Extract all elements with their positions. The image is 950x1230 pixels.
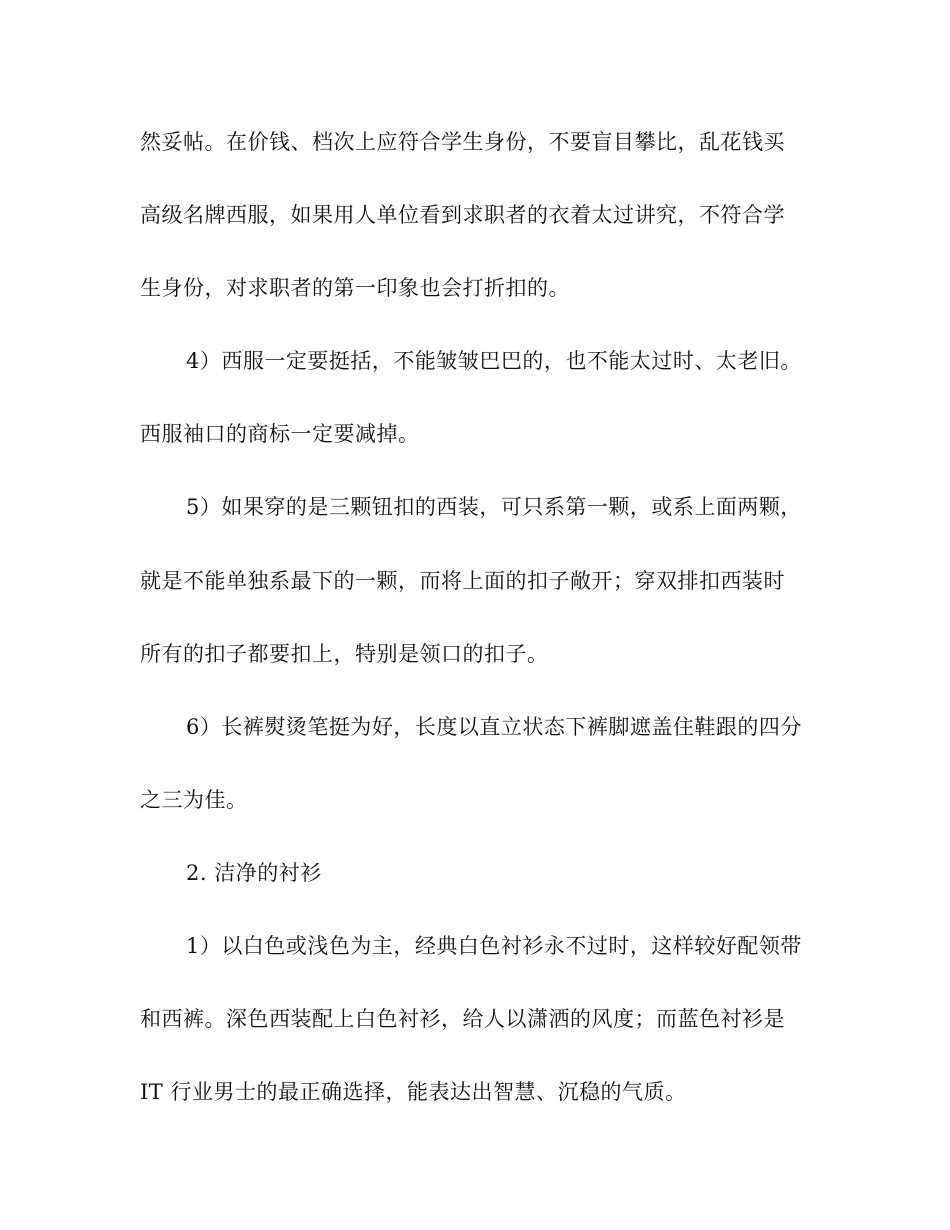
paragraph-line: 所有的扣子都要扣上，特别是领口的扣子。: [140, 641, 549, 666]
paragraph-line: 就是不能单独系最下的一颗，而将上面的扣子敞开；穿双排扣西装时: [140, 568, 785, 593]
paragraph-line: 1）以白色或浅色为主，经典白色衬衫永不过时，这样较好配领带: [186, 934, 802, 959]
paragraph-line: 生身份，对求职者的第一印象也会打折扣的。: [140, 276, 570, 301]
paragraph-line: 4）西服一定要挺括，不能皱皱巴巴的，也不能太过时、太老旧。: [186, 349, 802, 374]
paragraph-line: 之三为佳。: [140, 787, 248, 812]
paragraph-line: 和西裤。深色西装配上白色衬衫，给人以潇洒的风度；而蓝色衬衫是: [140, 1007, 785, 1032]
paragraph-line: IT 行业男士的最正确选择，能表达出智慧、沉稳的气质。: [140, 1080, 687, 1105]
paragraph-line: 西服袖口的商标一定要减掉。: [140, 422, 420, 447]
paragraph-line: 然妥帖。在价钱、档次上应符合学生身份，不要盲目攀比，乱花钱买: [140, 130, 785, 154]
paragraph-line: 6）长裤熨烫笔挺为好，长度以直立状态下裤脚遮盖住鞋跟的四分: [186, 714, 802, 739]
section-heading: 2. 洁净的衬衫: [186, 860, 322, 885]
paragraph-line: 高级名牌西服，如果用人单位看到求职者的衣着太过讲究，不符合学: [140, 203, 785, 228]
document-body: [140, 120, 810, 1143]
paragraph-line: 5）如果穿的是三颗钮扣的西装，可只系第一颗，或系上面两颗，: [186, 495, 802, 520]
